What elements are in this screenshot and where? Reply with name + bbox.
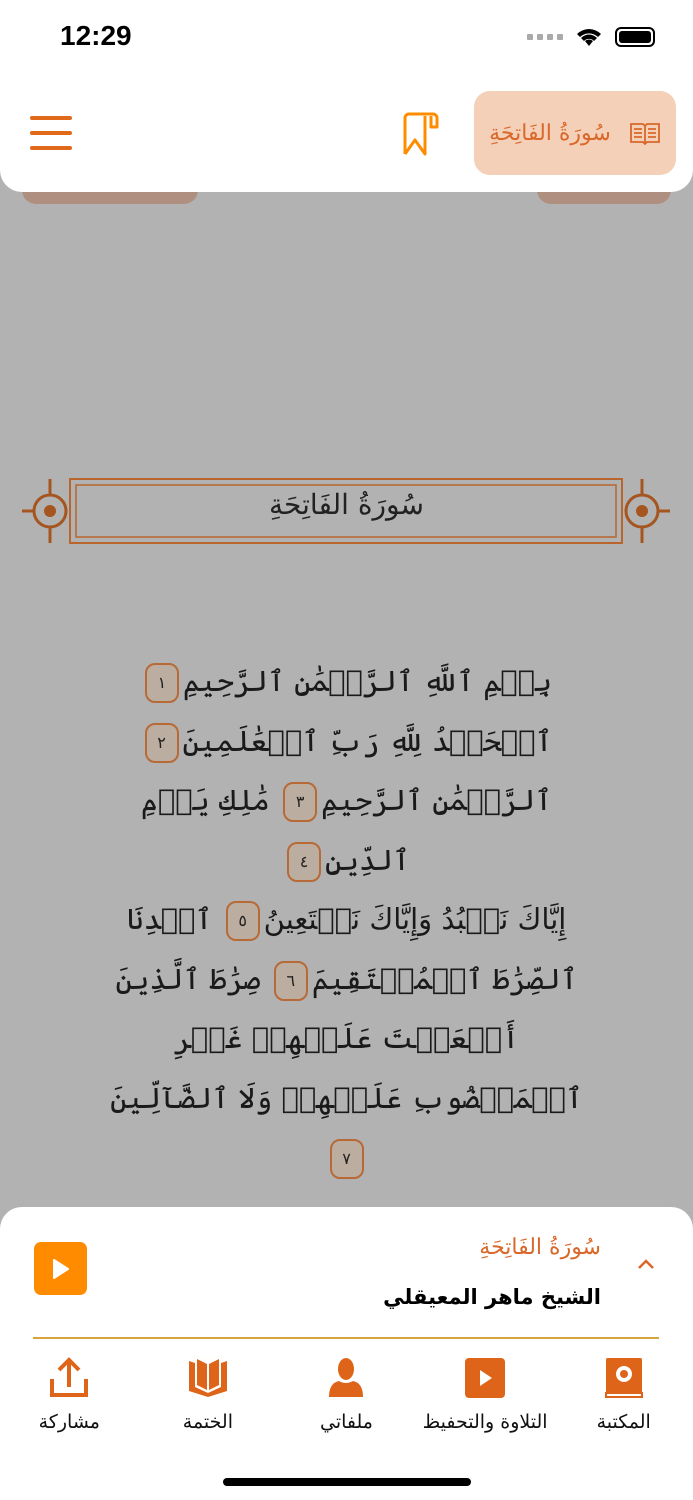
- tab-recitation[interactable]: [416, 1357, 554, 1433]
- surah-selector-label: سُورَةُ الفَاتِحَةِ: [489, 120, 611, 146]
- menu-button[interactable]: [30, 116, 72, 150]
- status-icons: [527, 26, 655, 48]
- status-time: 12:29: [60, 20, 132, 51]
- ayah-number-marker: ٧: [330, 1139, 364, 1179]
- library-book-icon: [603, 1357, 645, 1399]
- home-indicator[interactable]: [223, 1478, 471, 1486]
- verse[interactable]: إِيَّاكَ نَعۡبُدُ وَإِيَّاكَ نَسۡتَعِينُ: [263, 902, 567, 936]
- tab-label: الختمة: [182, 1411, 234, 1433]
- tab-label: المكتبة: [596, 1411, 651, 1433]
- share-icon: [48, 1357, 90, 1399]
- ayah-number-marker: ٦: [274, 961, 308, 1001]
- tab-label: التلاوة والتحفيظ: [422, 1411, 548, 1433]
- top-bar: [0, 0, 693, 192]
- surah-selector-button[interactable]: [474, 91, 676, 175]
- player-reciter-name[interactable]: الشيخ ماهر المعيقلي: [383, 1285, 601, 1309]
- open-quran-icon: [187, 1357, 229, 1399]
- verse[interactable]: ٱهۡدِنَا ٱلصِّرَٰطَ ٱلۡمُسۡتَقِيمَ: [126, 902, 578, 996]
- tab-share[interactable]: [0, 1357, 138, 1433]
- surah-title: سُورَةُ الفَاتِحَةِ: [269, 488, 424, 521]
- tab-khatma[interactable]: [139, 1357, 277, 1433]
- verse[interactable]: ٱلرَّحۡمَٰنِ ٱلرَّحِيمِ: [321, 783, 553, 817]
- verse[interactable]: بِسۡمِ ٱللَّهِ ٱلرَّحۡمَٰنِ ٱلرَّحِيمِ: [182, 664, 553, 698]
- play-button[interactable]: [34, 1242, 87, 1295]
- ayah-number-marker: ٢: [145, 723, 179, 763]
- battery-icon: [615, 27, 655, 47]
- user-icon: [325, 1357, 367, 1399]
- bottom-nav: [0, 1357, 693, 1433]
- verse[interactable]: ٱلۡحَمۡدُ لِلَّهِ رَبِّ ٱلۡعَٰلَمِينَ: [182, 723, 553, 758]
- wifi-icon: [575, 26, 603, 48]
- ayah-number-marker: ٤: [287, 842, 321, 882]
- bookmark-icon[interactable]: [402, 112, 440, 156]
- ayah-number-marker: ١: [145, 663, 179, 703]
- tab-label: ملفاتي: [319, 1411, 373, 1433]
- chevron-up-icon[interactable]: [636, 1257, 656, 1271]
- tab-label: مشاركة: [38, 1411, 100, 1433]
- tab-my-files[interactable]: [277, 1357, 415, 1433]
- ayah-number-marker: ٥: [226, 901, 260, 941]
- divider: [33, 1337, 659, 1339]
- ayah-number-marker: ٣: [283, 782, 317, 822]
- audio-player-panel: [0, 1207, 693, 1500]
- quran-page-text: [100, 652, 593, 1188]
- player-surah-name: سُورَةُ الفَاتِحَةِ: [479, 1235, 601, 1260]
- verse[interactable]: صِرَٰطَ ٱلَّذِينَ أَنۡعَمۡتَ عَلَيۡهِمۡ غَيۡرِ ٱلۡمَغۡضُوبِ عَلَيۡهِمۡ وَلَا ٱلضَّآلِّينَ: [110, 961, 583, 1115]
- verse[interactable]: مَٰلِكِ يَوۡمِ ٱلدِّينِ: [140, 783, 410, 877]
- quran-book-icon: [629, 121, 661, 145]
- tab-library[interactable]: [555, 1357, 693, 1433]
- video-play-icon: [464, 1357, 506, 1399]
- play-icon: [52, 1258, 70, 1280]
- signal-icon: [527, 34, 563, 40]
